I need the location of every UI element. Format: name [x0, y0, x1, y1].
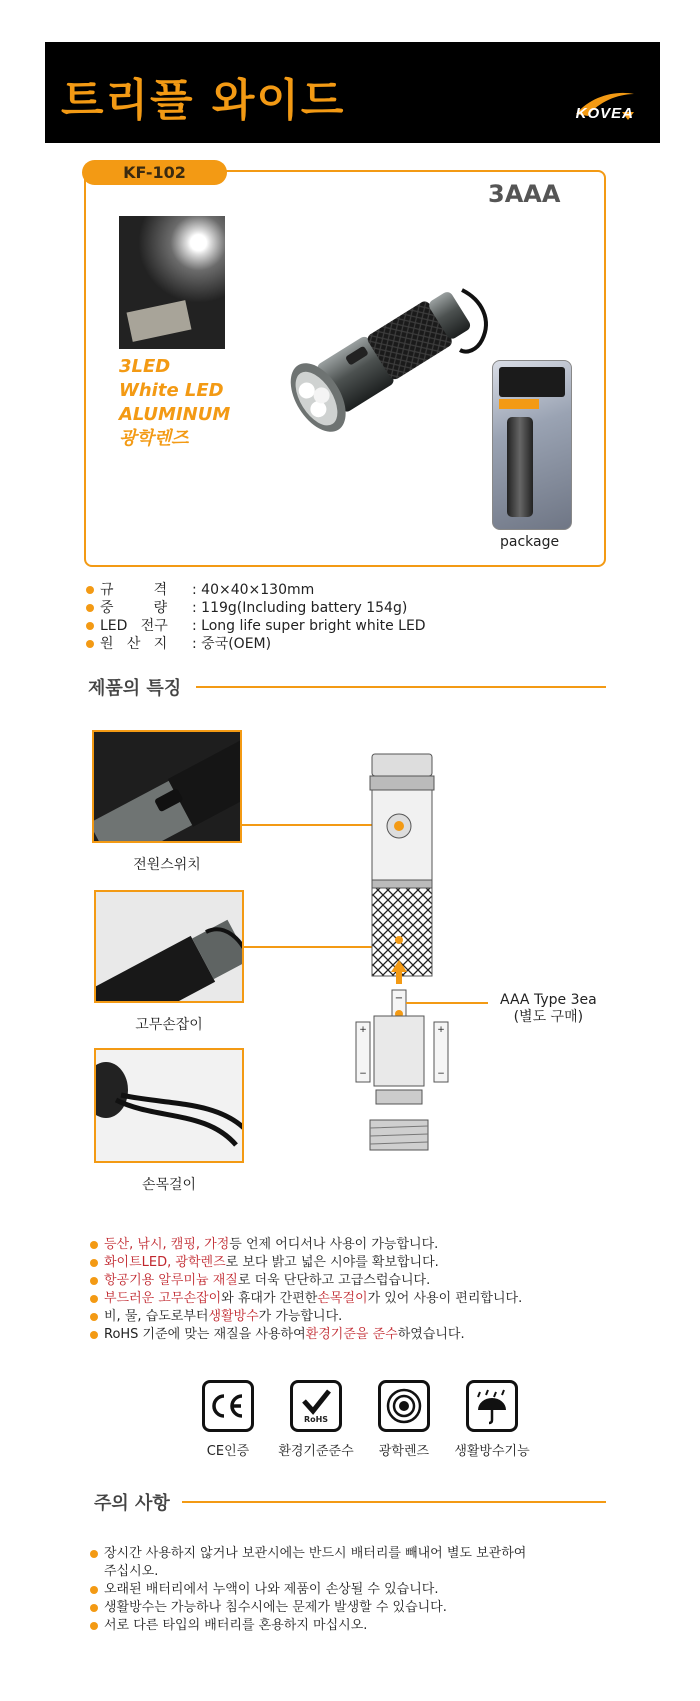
cert-rohs — [271, 1380, 361, 1459]
cert-caption: 생활방수기능 — [454, 1444, 530, 1459]
list-item: 생활방수는 가능하나 침수시에는 문제가 발생할 수 있습니다. — [90, 1599, 526, 1617]
caution-list — [90, 1545, 526, 1635]
bullet-icon — [90, 1550, 98, 1558]
list-item: 오래된 배터리에서 누액이 나와 제품이 손상될 수 있습니다. — [90, 1581, 526, 1599]
detail-rubber-grip-photo — [94, 890, 244, 1003]
list-item: 항공기용 알루미늄 재질 로 더욱 단단하고 고급스럽습니다. — [90, 1272, 522, 1290]
feature-bullet-list — [90, 1236, 522, 1344]
list-item: 화이트LED, 광학렌즈 로 보다 밝고 넓은 시야를 확보합니다. — [90, 1254, 522, 1272]
flashlight-exploded-diagram — [348, 750, 468, 1170]
kovea-logo — [536, 86, 636, 126]
feature-optical-lens: 광학렌즈 — [119, 428, 189, 449]
features-section-title: 제품의 특징 — [88, 678, 182, 699]
brand-name: KOVEA — [575, 105, 634, 122]
bullet-icon — [86, 604, 94, 612]
optical-lens-icon — [378, 1380, 430, 1432]
bullet-icon — [90, 1331, 98, 1339]
bullet-icon — [86, 622, 94, 630]
usage-photo — [119, 216, 225, 349]
feature-3led: 3LED — [119, 356, 171, 377]
svg-text:−: − — [437, 1069, 445, 1079]
bullet-icon — [86, 586, 94, 594]
list-item: 장시간 사용하지 않거나 보관시에는 반드시 배터리를 빼내어 별도 보관하여 주십시오. — [90, 1545, 526, 1581]
bullet-icon — [90, 1241, 98, 1249]
bullet-icon — [90, 1604, 98, 1612]
feature-white-led: White LED — [119, 380, 224, 401]
feature-aluminum: ALUMINUM — [119, 404, 231, 425]
svg-text:−: − — [359, 1069, 367, 1079]
list-item: 서로 다른 타입의 배터리를 혼용하지 마십시오. — [90, 1617, 526, 1635]
section-divider — [182, 1501, 606, 1503]
bullet-icon — [90, 1313, 98, 1321]
spec-row-origin: 원 산 지 : 중국(OEM) — [86, 635, 426, 653]
bullet-icon — [90, 1259, 98, 1267]
cert-ce — [183, 1380, 273, 1459]
bullet-icon — [90, 1586, 98, 1594]
rohs-check-icon: RoHS — [290, 1380, 342, 1432]
battery-note: AAA Type 3ea (별도 구매) — [500, 992, 597, 1025]
cert-caption: CE인증 — [206, 1444, 250, 1459]
model-badge: KF-102 — [82, 160, 227, 185]
list-item: 부드러운 고무손잡이 와 휴대가 간편한 손목걸이 가 있어 사용이 편리합니다. — [90, 1290, 522, 1308]
detail-wrist-strap-photo — [94, 1048, 244, 1163]
connector-line — [406, 1002, 488, 1004]
bullet-icon — [86, 640, 94, 648]
cert-optical-lens — [359, 1380, 449, 1459]
page-title: 트리플 와이드 — [61, 75, 346, 126]
detail-power-switch-photo — [92, 730, 242, 843]
cert-water-resistant — [447, 1380, 537, 1459]
cert-caption: 환경기준준수 — [278, 1444, 354, 1459]
water-resistant-icon — [466, 1380, 518, 1432]
certification-icons — [183, 1380, 533, 1470]
spec-row-led: LED 전구 : Long life super bright white LED — [86, 617, 426, 635]
battery-type: 3AAA — [488, 180, 561, 208]
detail-caption-rubber-grip: 고무손잡이 — [135, 1017, 203, 1033]
detail-caption-wrist-strap: 손목걸이 — [141, 1177, 197, 1193]
svg-text:+: + — [437, 1025, 445, 1035]
bullet-icon — [90, 1295, 98, 1303]
spec-list — [86, 581, 426, 653]
caution-section-title: 주의 사항 — [94, 1493, 170, 1514]
flashlight-image — [262, 250, 502, 470]
package-label: package — [500, 534, 560, 550]
list-item: 비, 물, 습도로부터 생활방수 가 가능합니다. — [90, 1308, 522, 1326]
header-banner — [45, 42, 660, 143]
package-image — [492, 360, 572, 530]
bullet-icon — [90, 1622, 98, 1630]
product-feature-list — [119, 355, 230, 451]
detail-caption-power-switch: 전원스위치 — [133, 857, 201, 873]
svg-text:+: + — [359, 1025, 367, 1035]
ce-mark-icon — [202, 1380, 254, 1432]
cert-caption: 광학렌즈 — [378, 1444, 430, 1459]
list-item: 등산, 낚시, 캠핑, 가정 등 언제 어디서나 사용이 가능합니다. — [90, 1236, 522, 1254]
spec-row-weight: 중 량 : 119g(Including battery 154g) — [86, 599, 426, 617]
section-divider — [196, 686, 606, 688]
spec-row-size: 규 격 : 40×40×130mm — [86, 581, 426, 599]
list-item: RoHS 기준에 맞는 재질을 사용하여 환경기준을 준수 하였습니다. — [90, 1326, 522, 1344]
svg-text:−: − — [394, 993, 404, 1004]
bullet-icon — [90, 1277, 98, 1285]
